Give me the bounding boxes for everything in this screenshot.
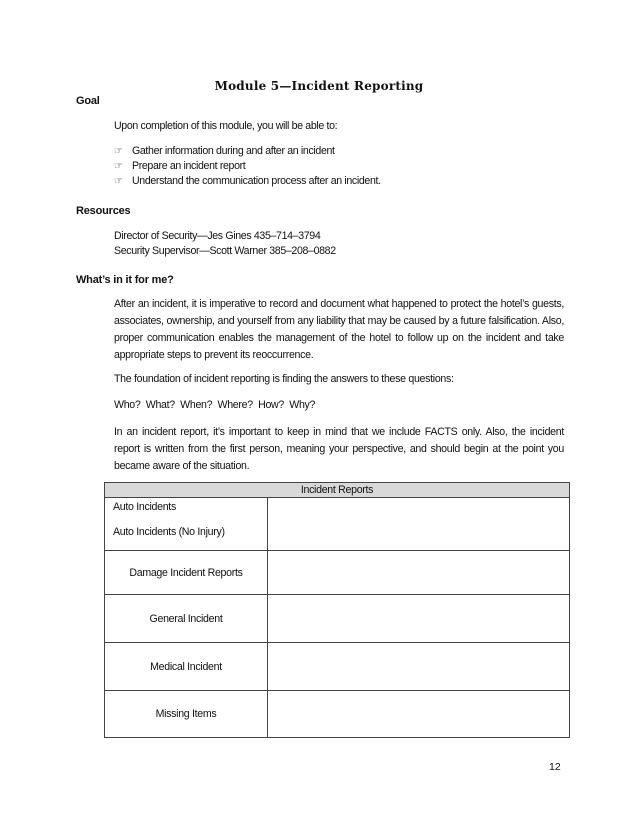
table-row-label: Auto Incidents Auto Incidents (No Injury) — [105, 498, 268, 551]
table-header: Incident Reports — [105, 483, 570, 498]
table-cell-empty — [268, 498, 570, 551]
paragraph: The foundation of incident reporting is finding the answers to these questions: — [114, 373, 454, 385]
goal-heading: Goal — [76, 95, 100, 107]
paragraph: In an incident report, it’s important to keep in mind that we include FACTS only. Also, the incident report is written from the first person, meaning your perspective, and should begin at the point you became aware of the situation. — [114, 426, 564, 472]
table-row — [105, 551, 570, 595]
table-cell-empty — [268, 691, 570, 738]
table-row — [105, 595, 570, 643]
pointing-hand-icon: ☞ — [114, 146, 123, 157]
resource-line: Security Supervisor—Scott Warner 385–208–0882 — [114, 245, 336, 257]
goal-bullet: ☞ Prepare an incident report — [114, 160, 246, 172]
questions-line: Who? What? When? Where? How? Why? — [114, 399, 316, 411]
goal-bullet: ☞ Gather information during and after an incident — [114, 145, 335, 157]
page-number: 12 — [549, 761, 561, 773]
goal-bullet: ☞ Understand the communication process after an incident. — [114, 175, 381, 187]
table-header-row — [105, 483, 570, 498]
resource-line: Director of Security—Jes Gines 435–714–3794 — [114, 230, 321, 242]
pointing-hand-icon: ☞ — [114, 176, 123, 187]
table-row — [105, 498, 570, 551]
table-cell-empty — [268, 643, 570, 691]
whats-in-it-heading: What’s in it for me? — [76, 274, 174, 286]
paragraph: After an incident, it is imperative to record and document what happened to protect the hotel’s guests, associates, ownership, and yourself from any liability that may be caused by a future falsification. Also, proper communication enables the management of the hotel to follow up on the incident and take appropriate steps to prevent its reoccurrence. — [114, 298, 564, 361]
resources-heading: Resources — [76, 205, 131, 217]
table-row — [105, 643, 570, 691]
table-cell-empty — [268, 595, 570, 643]
table-row — [105, 691, 570, 738]
table-row-label: Damage Incident Reports — [105, 551, 268, 595]
pointing-hand-icon: ☞ — [114, 161, 123, 172]
table-cell-empty — [268, 551, 570, 595]
table-row-label: Missing Items — [105, 691, 268, 738]
page-title: Module 5—Incident Reporting — [214, 79, 424, 93]
incident-reports-table — [104, 482, 570, 738]
goal-intro: Upon completion of this module, you will be able to: — [114, 120, 338, 132]
table-row-label: Medical Incident — [105, 643, 268, 691]
table-row-label: General Incident — [105, 595, 268, 643]
